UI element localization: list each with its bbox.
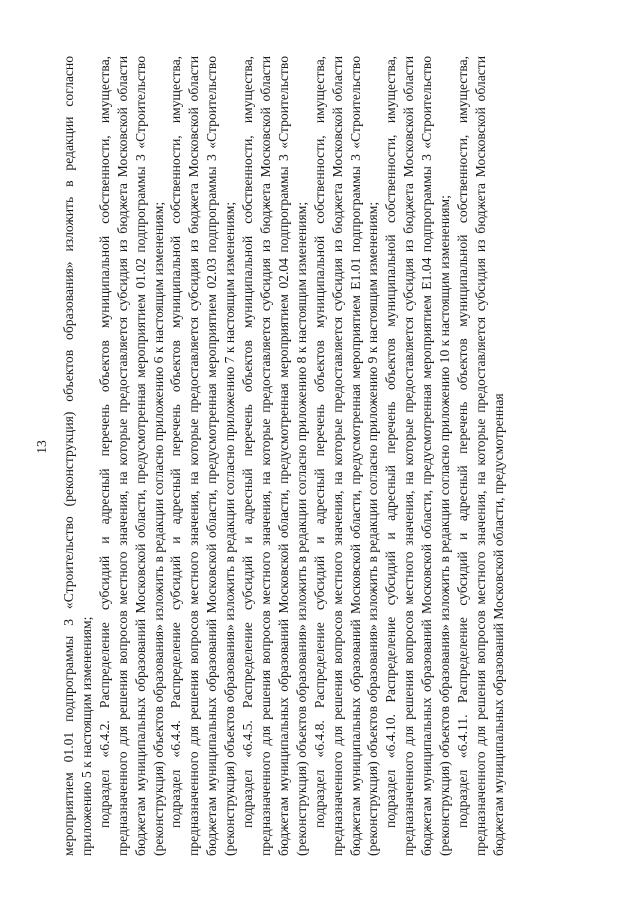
paragraph: подраздел «6.4.5. Распределение субсидий и адресный перечень объектов муниципальной собственности, имущества, предназначенного для решения вопросов местного значения, на которые предоставляется субсидия из бюджета Московской области бюджетам муниципальных образований Московской области, предусмотренная мероприятием 02.04 подпрограммы 3 «Строительство (реконструкция) объектов образования» изложить в редакции согласно приложению 8 к настоящим изменениям; [240, 56, 309, 856]
page-number: 13 [34, 440, 49, 454]
paragraph: подраздел «6.4.11. Распределение субсидий и адресный перечень объектов муниципальной собственности, имущества, предназначенного для решения вопросов местного значения, на которые предоставляется субсидия из бюджета Московской области бюджетам муниципальных образований Московской области, предусмотренная [454, 56, 506, 856]
paragraph: подраздел «6.4.8. Распределение субсидий и адресный перечень объектов муниципальной собственности, имущества, предназначенного для решения вопросов местного значения, на которые предоставляется субсидия из бюджета Московской области бюджетам муниципальных образований Московской области, предусмотренная мероприятием Е1.01 подпрограммы 3 «Строительство (реконструкция) объектов образования» изложить в редакции согласно приложению 9 к настоящим изменениям; [311, 56, 381, 856]
paragraph: подраздел «6.4.4. Распределение субсидий и адресный перечень объектов муниципальной собственности, имущества, предназначенного для решения вопросов местного значения, на которые предоставляется субсидия из бюджета Московской области бюджетам муниципальных образований Московской области, предусмотренная мероприятием 02.03 подпрограммы 3 «Строительство (реконструкция) объектов образования» изложить в редакции согласно приложению 7 к настоящим изменениям; [168, 56, 238, 856]
paragraph: подраздел «6.4.2. Распределение субсидий и адресный перечень объектов муниципальной собственности, имущества, предназначенного для решения вопросов местного значения, на которые предоставляется субсидия из бюджета Московской области бюджетам муниципальных образований Московской области, предусмотренная мероприятием 01.02 подпрограммы 3 «Строительство (реконструкция) объектов образования» изложить в редакции согласно приложению 6 к настоящим изменениям; [96, 56, 166, 856]
paragraph: мероприятием 01.01 подпрограммы 3 «Строительство (реконструкция) объектов образования» изложить в редакции согласно приложению 5 к настоящим изменениям; [61, 56, 94, 856]
paragraph: подраздел «6.4.10. Распределение субсидий и адресный перечень объектов муниципальной собственности, имущества, предназначенного для решения вопросов местного значения, на которые предоставляется субсидия из бюджета Московской области бюджетам муниципальных образований Московской области, предусмотренная мероприятием Е1.04 подпрограммы 3 «Строительство (реконструкция) объектов образования» изложить в редакции согласно приложению 10 к настоящим изменениям; [383, 56, 453, 856]
document-body [60, 56, 580, 856]
